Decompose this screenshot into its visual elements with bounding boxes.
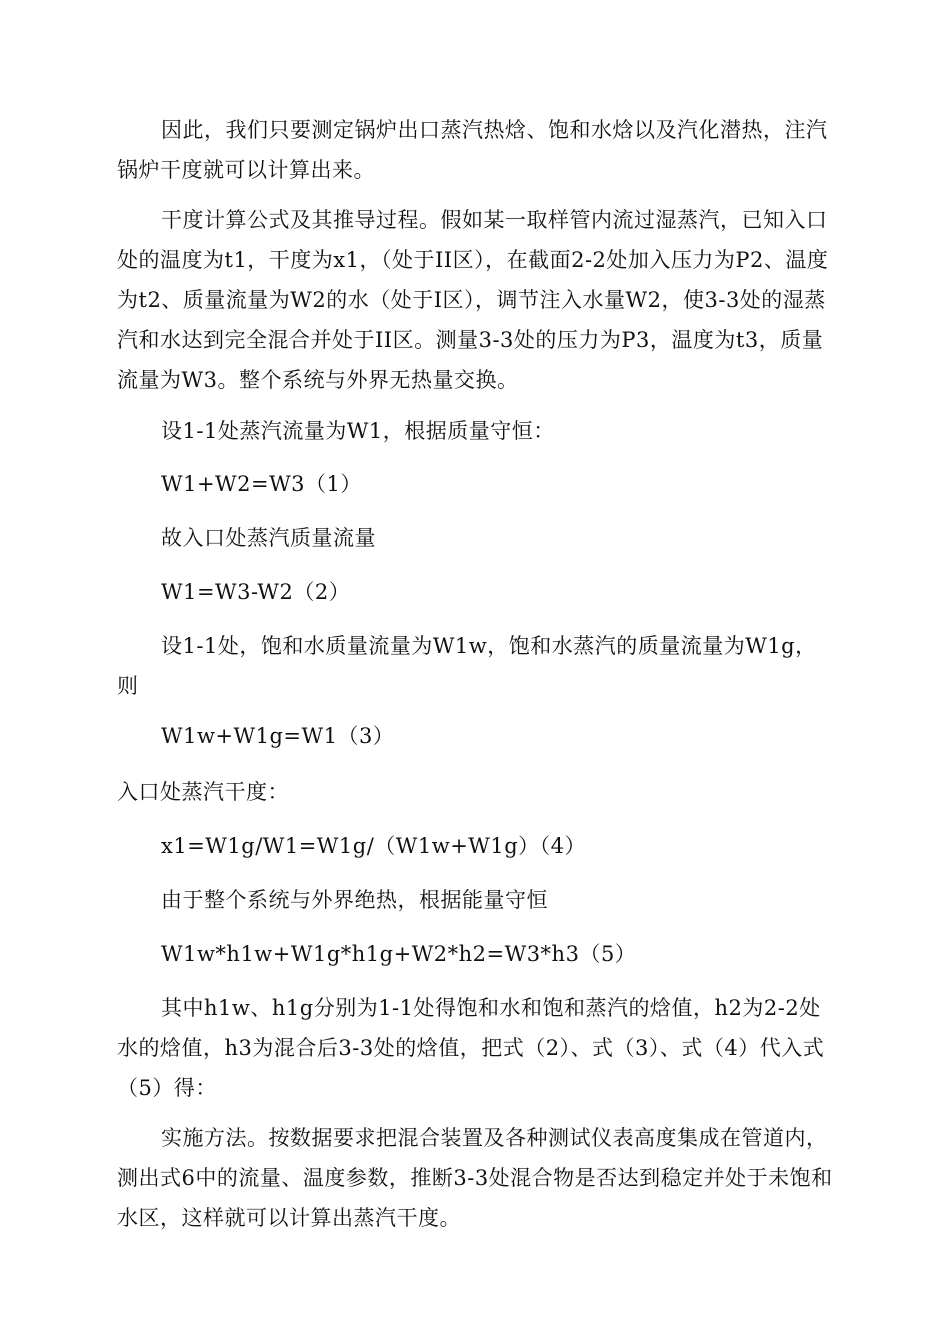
paragraph-9: 实施方法。按数据要求把混合装置及各种测试仪表高度集成在管道内，测出式6中的流量、温度参数，推断3-3处混合物是否达到稳定并处于未饱和水区，这样就可以计算出蒸汽干度。 (117, 1126, 833, 1230)
formula-2: W1=W3-W2（2） (161, 580, 351, 604)
paragraph-8: 其中h1w、h1g分别为1-1处得饱和水和饱和蒸汽的焓值，h2为2-2处水的焓值，h3为混合后3-3处的焓值，把式（2）、式（3）、式（4）代入式（5）得： (117, 996, 825, 1100)
formula-4: x1=W1g/W1=W1g/（W1w+W1g）（4） (161, 834, 587, 858)
formula-1: W1+W2=W3（1） (161, 472, 362, 496)
formula-5: W1w*h1w+W1g*h1g+W2*h2=W3*h3（5） (161, 942, 637, 966)
formula-3: W1w+W1g=W1（3） (161, 724, 395, 748)
paragraph-2: 干度计算公式及其推导过程。假如某一取样管内流过湿蒸汽，已知入口处的温度为t1，干度为x1，（处于II区），在截面2-2处加入压力为P2、温度为t2、质量流量为W2的水（处于I区），调节注入水量W2，使3-3处的湿蒸汽和水达到完全混合并处于II区。测量3-3处的压力为P3，温度为t3，质量流量为W3。整个系统与外界无热量交换。 (117, 208, 829, 392)
paragraph-1: 因此，我们只要测定锅炉出口蒸汽热焓、饱和水焓以及汽化潜热，注汽锅炉干度就可以计算出来。 (117, 118, 828, 182)
paragraph-7: 由于整个系统与外界绝热，根据能量守恒 (161, 888, 548, 912)
paragraph-4: 故入口处蒸汽质量流量 (161, 526, 376, 550)
paragraph-6: 入口处蒸汽干度： (117, 780, 289, 804)
paragraph-5: 设1-1处，饱和水质量流量为W1w，饱和水蒸汽的质量流量为W1g，则 (117, 634, 817, 698)
paragraph-3: 设1-1处蒸汽流量为W1，根据质量守恒： (161, 419, 555, 443)
